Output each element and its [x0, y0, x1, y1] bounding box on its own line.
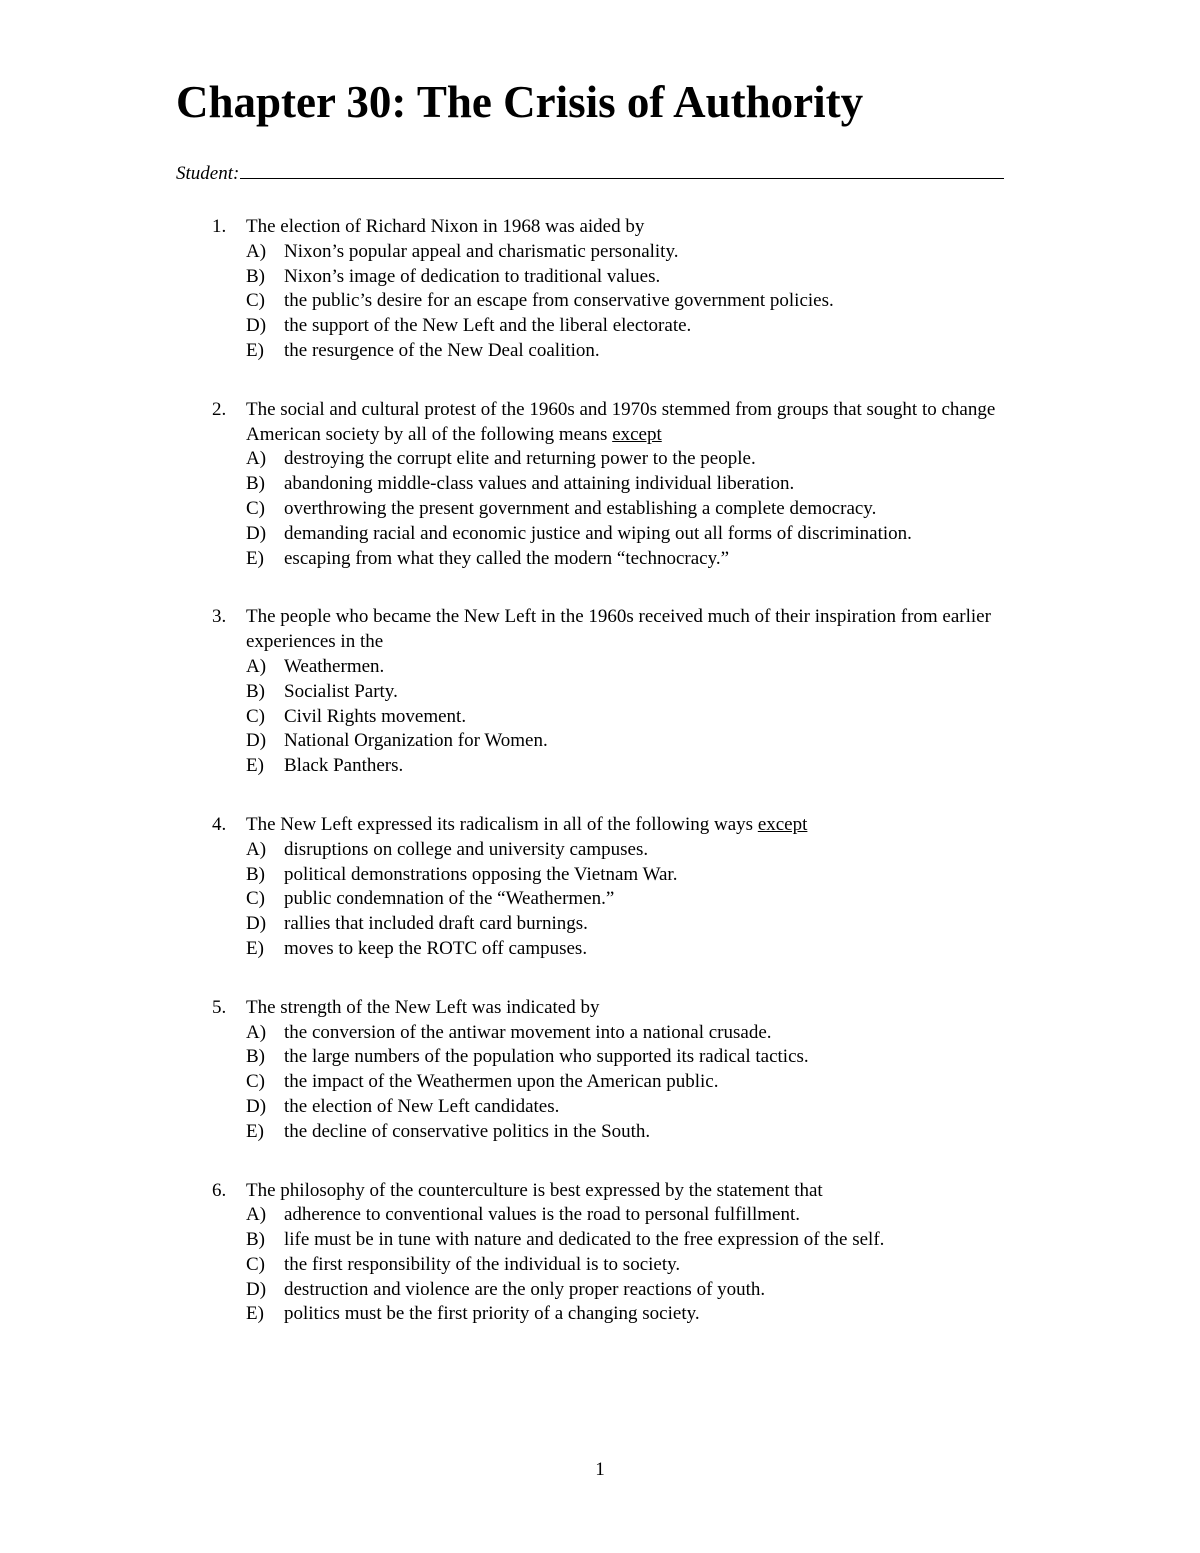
answer-choice — [246, 863, 1200, 888]
page-title: Chapter 30: The Crisis of Authority — [176, 77, 864, 127]
answer-choice — [246, 680, 1200, 705]
choice-letter: A) — [246, 448, 267, 470]
answer-choice — [246, 1021, 1200, 1046]
question-stem — [246, 813, 1036, 838]
question-stem — [246, 996, 1036, 1021]
question-list — [0, 215, 1200, 1361]
choice-text: public condemnation of the “Weathermen.” — [284, 888, 615, 910]
choice-text: the decline of conservative politics in the South. — [284, 1120, 651, 1142]
choice-list — [0, 1021, 1200, 1145]
choice-text: Civil Rights movement. — [284, 705, 467, 727]
choice-letter: E) — [246, 937, 264, 959]
answer-choice — [246, 547, 1200, 572]
question-stem-text: The New Left expressed its radicalism in all of the following ways — [246, 813, 758, 835]
choice-text: the public’s desire for an escape from conservative government policies. — [284, 290, 834, 312]
choice-letter: D) — [246, 1278, 267, 1300]
choice-letter: A) — [246, 838, 267, 860]
answer-choice — [246, 289, 1200, 314]
choice-text: the large numbers of the population who supported its radical tactics. — [284, 1046, 809, 1068]
choice-letter: D) — [246, 1095, 267, 1117]
choice-text: abandoning middle-class values and attaining individual liberation. — [284, 473, 795, 495]
choice-letter: A) — [246, 1204, 267, 1226]
choice-letter: E) — [246, 339, 264, 361]
choice-text: politics must be the first priority of a changing society. — [284, 1303, 700, 1325]
question-stem-text: The people who became the New Left in the 1960s received much of their inspiration from earlier experiences in the — [246, 606, 991, 653]
choice-text: Nixon’s image of dedication to traditional values. — [284, 265, 661, 287]
choice-letter: B) — [246, 1229, 265, 1251]
choice-text: Weathermen. — [284, 655, 385, 677]
answer-choice — [246, 1228, 1200, 1253]
choice-text: rallies that included draft card burnings. — [284, 913, 588, 935]
choice-text: demanding racial and economic justice and wiping out all forms of discrimination. — [284, 522, 912, 544]
student-name-line[interactable] — [240, 158, 1004, 179]
choice-letter: C) — [246, 1253, 265, 1275]
choice-text: escaping from what they called the modern “technocracy.” — [284, 547, 730, 569]
choice-text: disruptions on college and university campuses. — [284, 838, 649, 860]
question-item-6 — [0, 1179, 1200, 1328]
choice-text: destruction and violence are the only proper reactions of youth. — [284, 1278, 766, 1300]
answer-choice — [246, 912, 1200, 937]
choice-text: the impact of the Weathermen upon the American public. — [284, 1071, 719, 1093]
choice-text: the first responsibility of the individual is to society. — [284, 1253, 681, 1275]
choice-list — [0, 655, 1200, 779]
choice-letter: B) — [246, 1046, 265, 1068]
answer-choice — [246, 314, 1200, 339]
question-stem-emphasis: except — [612, 423, 662, 445]
choice-letter: C) — [246, 290, 265, 312]
answer-choice — [246, 937, 1200, 962]
choice-text: National Organization for Women. — [284, 730, 548, 752]
question-item-5 — [0, 996, 1200, 1145]
choice-letter: E) — [246, 1120, 264, 1142]
question-number: 1. — [212, 216, 227, 237]
question-stem — [246, 1179, 1036, 1204]
answer-choice — [246, 522, 1200, 547]
question-stem — [246, 605, 1036, 655]
answer-choice — [246, 497, 1200, 522]
answer-choice — [246, 1278, 1200, 1303]
question-item-3 — [0, 605, 1200, 779]
choice-text: the resurgence of the New Deal coalition. — [284, 339, 600, 361]
answer-choice — [246, 265, 1200, 290]
answer-choice — [246, 1253, 1200, 1278]
choice-text: Socialist Party. — [284, 680, 398, 702]
choice-letter: B) — [246, 473, 265, 495]
answer-choice — [246, 240, 1200, 265]
choice-letter: C) — [246, 705, 265, 727]
answer-choice — [246, 1120, 1200, 1145]
choice-list — [0, 1203, 1200, 1327]
choice-letter: E) — [246, 547, 264, 569]
question-number: 2. — [212, 398, 227, 420]
choice-letter: A) — [246, 1021, 267, 1043]
choice-text: moves to keep the ROTC off campuses. — [284, 937, 588, 959]
choice-list — [0, 240, 1200, 364]
choice-letter: A) — [246, 240, 267, 262]
page-number: 1 — [595, 1459, 605, 1480]
question-number: 5. — [212, 996, 227, 1018]
choice-text: destroying the corrupt elite and returning power to the people. — [284, 448, 756, 470]
question-item-2 — [0, 398, 1200, 572]
choice-letter: C) — [246, 1071, 265, 1093]
choice-list — [0, 838, 1200, 962]
answer-choice — [246, 447, 1200, 472]
student-label: Student: — [176, 163, 240, 184]
choice-letter: E) — [246, 1303, 264, 1325]
question-stem-text: The philosophy of the counterculture is best expressed by the statement that — [246, 1179, 823, 1201]
question-stem — [246, 398, 1036, 448]
choice-letter: C) — [246, 497, 265, 519]
answer-choice — [246, 838, 1200, 863]
answer-choice — [246, 1045, 1200, 1070]
question-stem — [246, 215, 1036, 240]
choice-text: Black Panthers. — [284, 755, 404, 777]
question-item-4 — [0, 813, 1200, 962]
answer-choice — [246, 1070, 1200, 1095]
choice-letter: D) — [246, 315, 267, 337]
choice-text: the conversion of the antiwar movement into a national crusade. — [284, 1021, 772, 1043]
answer-choice — [246, 339, 1200, 364]
student-name-field[interactable] — [176, 158, 1004, 187]
choice-letter: D) — [246, 522, 267, 544]
answer-choice — [246, 1095, 1200, 1120]
question-number: 4. — [212, 813, 227, 835]
choice-text: the support of the New Left and the liberal electorate. — [284, 315, 692, 337]
choice-text: the election of New Left candidates. — [284, 1095, 560, 1117]
choice-text: Nixon’s popular appeal and charismatic personality. — [284, 240, 679, 262]
choice-letter: A) — [246, 655, 267, 677]
answer-choice — [246, 1203, 1200, 1228]
choice-letter: B) — [246, 680, 265, 702]
answer-choice — [246, 754, 1200, 779]
question-number: 3. — [212, 606, 227, 628]
choice-letter: D) — [246, 913, 267, 935]
choice-letter: B) — [246, 265, 265, 287]
choice-text: adherence to conventional values is the road to personal fulfillment. — [284, 1204, 800, 1226]
choice-text: overthrowing the present government and establishing a complete democracy. — [284, 497, 877, 519]
answer-choice — [246, 472, 1200, 497]
answer-choice — [246, 1302, 1200, 1327]
question-item-1 — [0, 215, 1200, 364]
question-stem-text: The social and cultural protest of the 1960s and 1970s stemmed from groups that sought to change American society by all of the following means — [246, 398, 996, 445]
choice-letter: D) — [246, 730, 267, 752]
answer-choice — [246, 705, 1200, 730]
question-stem-text: The strength of the New Left was indicated by — [246, 996, 600, 1018]
answer-choice — [246, 655, 1200, 680]
answer-choice — [246, 887, 1200, 912]
question-number: 6. — [212, 1179, 227, 1201]
choice-letter: E) — [246, 755, 264, 777]
choice-text: life must be in tune with nature and dedicated to the free expression of the self. — [284, 1229, 885, 1251]
question-stem-text: The election of Richard Nixon in 1968 was aided by — [246, 216, 645, 237]
choice-letter: C) — [246, 888, 265, 910]
answer-choice — [246, 729, 1200, 754]
question-stem-emphasis: except — [757, 813, 808, 835]
choice-letter: B) — [246, 863, 265, 885]
choice-list — [0, 447, 1200, 571]
choice-text: political demonstrations opposing the Vietnam War. — [284, 863, 678, 885]
